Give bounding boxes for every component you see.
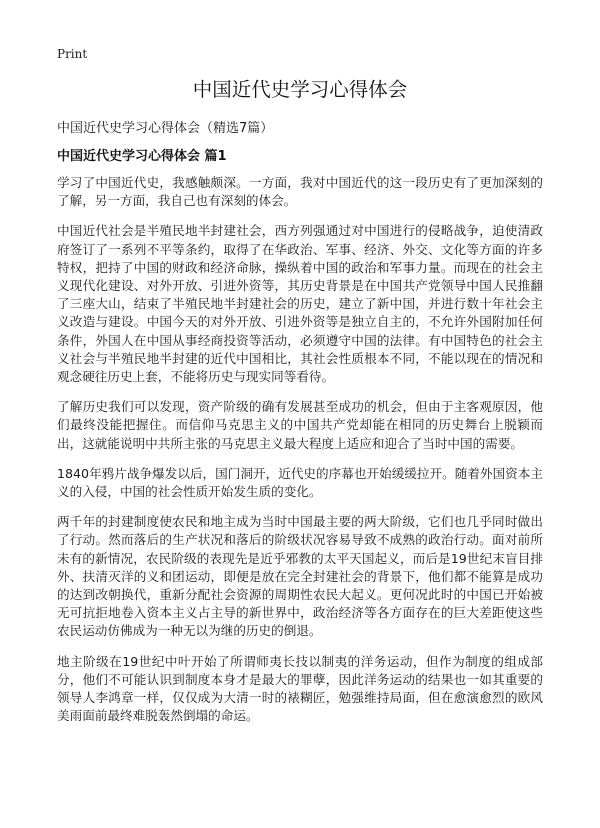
paragraph-3: 了解历史我们可以发现，资产阶级的确有发展甚至成功的机会，但由于主客观原因，他们最终没能把握住。而信仰马克思主义的中国共产党却能在相同的历史舞台上脱颖而出，这就能说明中共所主张的马克思主义最大程度上适应和迎合了当时中国的需要。	[57, 399, 543, 451]
paragraph-6: 地主阶级在19世纪中叶开始了所谓师夷长技以制夷的洋务运动，但作为制度的组成部分，他们不可能认识到制度本身才是最大的罪孽，因此洋务运动的结果也一如其重要的领导人李鸿章一样，仅仅成为大清一时的裱糊匠，勉强维持局面，但在愈演愈烈的欧风美雨面前最终难脱轰然倒塌的命运。	[57, 653, 543, 724]
paragraph-4: 1840年鸦片战争爆发以后，国门洞开，近代史的序幕也开始缓缓拉开。随着外国资本主义的入侵，中国的社会性质开始发生质的变化。	[57, 465, 543, 500]
page-title: 中国近代史学习心得体会	[192, 78, 408, 101]
print-link[interactable]: Print	[57, 47, 88, 61]
paragraph-1: 学习了中国近代史，我感触颇深。一方面，我对中国近代的这一段历史有了更加深刻的了解，另一方面，我自己也有深刻的体会。	[57, 175, 543, 209]
document-subtitle: 中国近代史学习心得体会（精选7篇）	[57, 121, 274, 136]
paragraph-5: 两千年的封建制度使农民和地主成为当时中国最主要的两大阶级，它们也几乎同时做出了行动。然而落后的生产状况和落后的阶级状况容易导致不成熟的政治行动。面对前所未有的新情况，农民阶级的表现先是近乎邪教的太平天国起义，而后是19世纪末盲目排外、扶清灭洋的义和团运动，即便是放在完全封建社会的背景下，他们都不能算是成功的达到改朝换代，重新分配社会资源的周期性农民大起义。更何况此时的中国已开始被无可抗拒地卷入资本主义占主导的新世界中，政治经济等各方面存在的巨大差距使这些农民运动仿佛成为一种无以为继的历史的倒退。	[57, 514, 543, 639]
section-heading: 中国近代史学习心得体会 篇1	[57, 149, 227, 164]
paragraph-2: 中国近代社会是半殖民地半封建社会，西方列强通过对中国进行的侵略战争，迫使清政府签订了一系列不平等条约，取得了在华政治、军事、经济、外交、文化等方面的许多特权，把持了中国的财政和经济命脉，操纵着中国的政治和军事力量。而现在的社会主义现代化建设、对外开放、引进外资等，其历史背景是在中国共产党领导中国人民推翻了三座大山，结束了半殖民地半封建社会的历史，建立了新中国，并进行数十年社会主义改造与建设。中国今天的对外开放、引进外资等是独立自主的，不允许外国附加任何条件，外国人在中国从事经商投资等活动，必须遵守中国的法律。有中国特色的社会主义社会与半殖民地半封建的近代中国相比，其社会性质根本不同，不能以现在的情况和观念硬往历史上套，不能将历史与现实同等看待。	[57, 223, 543, 385]
document-content	[57, 120, 543, 737]
